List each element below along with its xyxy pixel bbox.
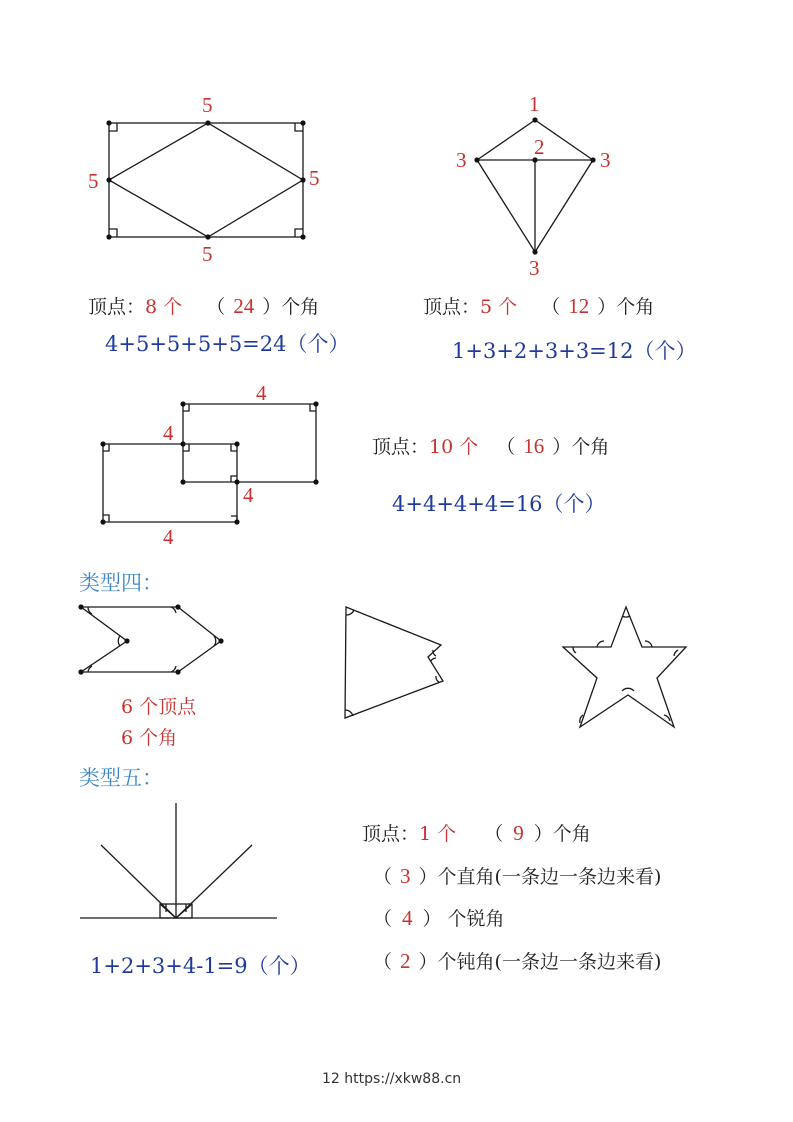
- section4-caption-vertices: 6 个顶点: [121, 696, 197, 718]
- rect-right: [183, 404, 316, 482]
- vertex-count: 5 个: [480, 296, 518, 318]
- star-outline: [563, 607, 686, 727]
- fig3-label-right: 4: [243, 483, 254, 507]
- fig1-label-left: 5: [88, 169, 99, 193]
- page-footer: [322, 1071, 461, 1087]
- fig3-summary: 顶点：10 个 （ 16 ）个角: [372, 434, 610, 458]
- fig1-label-top: 5: [202, 93, 213, 117]
- fig1-label-bottom: 5: [202, 242, 213, 266]
- arrow-outline: [81, 607, 221, 672]
- summary-prefix: 顶点：: [88, 296, 146, 318]
- summary-prefix: 顶点：: [362, 823, 420, 845]
- rect-left: [103, 444, 237, 522]
- fig3-label-bottom: 4: [163, 525, 174, 549]
- angle-count: 16: [523, 434, 545, 458]
- summary-suffix: 个角: [281, 296, 320, 318]
- triangle-outline: [345, 607, 443, 718]
- figure-rectangle-rhombus: [109, 123, 303, 237]
- summary-suffix: 个角: [552, 823, 591, 845]
- summary-prefix: 顶点：: [423, 296, 481, 318]
- acute-angle-count: 4: [402, 906, 413, 930]
- figure-overlapping-rectangles: [103, 404, 316, 522]
- right-angle-marks: [103, 404, 316, 522]
- vertex-count: 8 个: [145, 296, 183, 318]
- fig1-formula: 4+5+5+5+5=24（个）: [105, 332, 350, 356]
- right-angle-marks: [109, 123, 303, 237]
- right-angle-count: 3: [400, 864, 411, 888]
- acute-angle-line: （ 4 ） 个锐角: [373, 906, 505, 930]
- angle-count: 24: [233, 294, 255, 318]
- fig2-label-bottom: 3: [529, 256, 540, 280]
- figure-ray-fan: [80, 803, 277, 918]
- fig2-label-center: 2: [534, 135, 545, 159]
- figure-notched-triangle: [345, 607, 443, 718]
- fig2-formula: 1+3+2+3+3=12（个）: [452, 339, 697, 363]
- right-angle-line: （ 3 ）个直角(一条边一条边来看): [373, 864, 662, 888]
- section5-summary: 顶点：1 个 （ 9 ）个角: [362, 821, 591, 845]
- vertex-count: 10 个: [429, 436, 479, 458]
- fig2-summary: 顶点：5 个 （ 12 ）个角: [423, 294, 655, 318]
- figure-arrow-hexagon: [81, 607, 221, 672]
- summary-suffix: 个角: [571, 436, 610, 458]
- fig3-label-middle: 4: [163, 421, 174, 445]
- right-ray: [176, 845, 252, 918]
- fig1-label-right: 5: [309, 166, 320, 190]
- page-number: 12: [322, 1071, 340, 1087]
- left-ray: [101, 845, 176, 918]
- fig2-label-left: 3: [456, 148, 467, 172]
- angle-count: 9: [513, 821, 524, 845]
- section4-title: 类型四：: [79, 571, 163, 595]
- fig3-label-top: 4: [256, 381, 267, 405]
- obtuse-angle-count: 2: [400, 949, 411, 973]
- rectangle-outline: [109, 123, 303, 237]
- fig1-summary: 顶点：8 个 （ 24 ）个角: [88, 294, 320, 318]
- rhombus-outline: [109, 123, 303, 237]
- summary-suffix: 个角: [616, 296, 655, 318]
- vertex-count: 1 个: [419, 823, 457, 845]
- angle-count: 12: [568, 294, 590, 318]
- obtuse-angle-line: （ 2 ）个钝角(一条边一条边来看): [373, 949, 662, 973]
- fig2-label-right: 3: [600, 148, 611, 172]
- section5-title: 类型五：: [79, 766, 163, 790]
- fig3-formula: 4+4+4+4=16（个）: [392, 492, 606, 516]
- section4-caption-angles: 6 个角: [121, 727, 178, 749]
- fig2-label-top: 1: [529, 92, 540, 116]
- angle-arcs: [573, 616, 678, 723]
- figure-star: [563, 607, 686, 727]
- summary-prefix: 顶点：: [372, 436, 430, 458]
- section5-formula: 1+2+3+4-1=9（个）: [90, 954, 311, 978]
- footer-url[interactable]: https://xkw88.cn: [344, 1071, 462, 1087]
- angle-arcs: [88, 607, 216, 672]
